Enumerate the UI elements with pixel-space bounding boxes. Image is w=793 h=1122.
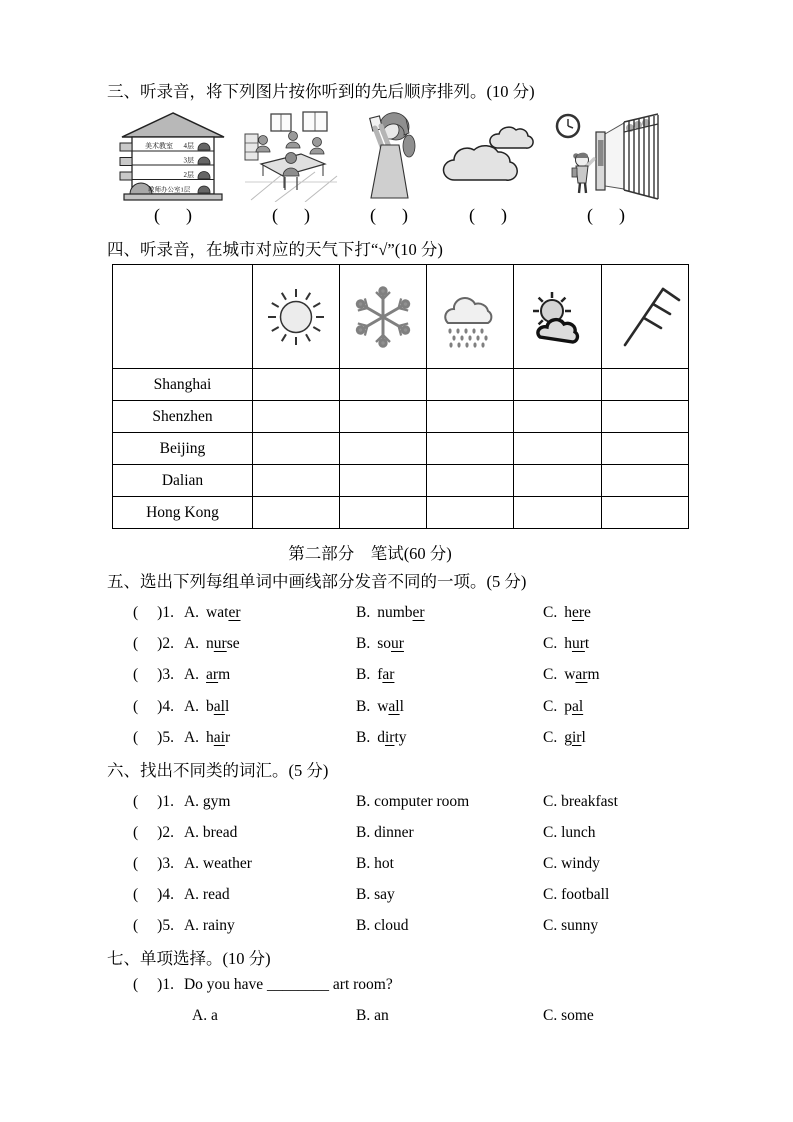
- option-c: C. lunch: [543, 823, 596, 841]
- category-item-5: [133, 911, 708, 942]
- option-word: sour: [377, 635, 404, 653]
- section4-heading: 四、听录音，在城市对应的天气下打“√”(10 分): [107, 240, 443, 259]
- option-b: B. wall: [356, 697, 404, 715]
- option-a: A. water: [183, 603, 241, 621]
- floor4-number: 4层: [183, 142, 194, 150]
- city-label: Hong Kong: [113, 497, 253, 529]
- picture-school-gate: [552, 110, 660, 229]
- section6-items: [133, 786, 708, 942]
- answer-cell[interactable]: [602, 497, 689, 529]
- option-b: B. computer room: [356, 792, 470, 810]
- section6-heading: 六、找出不同类的词汇。(5 分): [107, 761, 329, 780]
- option-word: arm: [206, 666, 231, 684]
- answer-paren[interactable]: ( ): [469, 205, 507, 225]
- option-c: C. windy: [543, 854, 600, 872]
- answer-paren[interactable]: ( ): [154, 205, 192, 225]
- option-c: C. breakfast: [543, 792, 618, 810]
- city-label: Dalian: [113, 465, 253, 497]
- city-label: Shenzhen: [113, 401, 253, 433]
- option-word: wall: [377, 697, 404, 715]
- sound-item-3: [133, 660, 708, 691]
- answer-cell[interactable]: [514, 433, 602, 465]
- clouds-drawing: [439, 110, 537, 202]
- category-item-2: [133, 817, 708, 848]
- option-word: far: [377, 666, 395, 684]
- option-a: A. hair: [183, 729, 231, 747]
- answer-cell[interactable]: [253, 401, 340, 433]
- answer-cell[interactable]: [340, 497, 427, 529]
- answer-paren[interactable]: ( )4.: [133, 697, 174, 715]
- section3-heading: 三、听录音，将下列图片按你听到的先后顺序排列。(10 分): [107, 82, 535, 101]
- weather-snowy-icon: [340, 265, 427, 369]
- picture-clouds: [439, 110, 537, 229]
- option-b: B. sour: [356, 635, 404, 653]
- option-a: A. rainy: [183, 917, 235, 935]
- sound-item-2: [133, 628, 708, 659]
- answer-cell[interactable]: [340, 369, 427, 401]
- answer-cell[interactable]: [253, 433, 340, 465]
- answer-cell[interactable]: [427, 465, 514, 497]
- option-c: C. sunny: [543, 917, 599, 935]
- category-item-4: [133, 880, 708, 911]
- answer-paren[interactable]: ( ): [272, 205, 310, 225]
- option-b: B. cloud: [356, 917, 409, 935]
- option-word: pal: [564, 697, 584, 715]
- school-gate-drawing: [552, 110, 660, 202]
- weather-rainy-icon: [427, 265, 514, 369]
- school-building-drawing: [118, 110, 228, 202]
- answer-paren[interactable]: ( )5.: [133, 917, 174, 935]
- option-b: B. say: [356, 886, 395, 904]
- option-a: A. weather: [183, 854, 252, 872]
- sound-item-1: [133, 597, 708, 628]
- option-b: B. far: [356, 666, 395, 684]
- weather-windy-icon: [602, 265, 689, 369]
- answer-paren[interactable]: ( )4.: [133, 886, 174, 904]
- answer-cell[interactable]: [514, 465, 602, 497]
- option-a: A. read: [183, 886, 230, 904]
- choice-question-1: [133, 976, 393, 994]
- girl-drinking-drawing: [354, 110, 424, 202]
- category-item-3: [133, 848, 708, 879]
- option-b: B. dinner: [356, 823, 414, 841]
- option-a: A. nurse: [183, 635, 240, 653]
- option-b: B. number: [356, 603, 425, 621]
- answer-paren[interactable]: ( )3.: [133, 854, 174, 872]
- answer-cell[interactable]: [253, 465, 340, 497]
- picture-girl-drinking: [354, 110, 424, 229]
- option-word: dirty: [377, 729, 407, 747]
- answer-paren[interactable]: ( )1.: [133, 976, 174, 993]
- answer-paren[interactable]: ( ): [587, 205, 625, 225]
- option-word: girl: [564, 729, 586, 747]
- answer-cell[interactable]: [602, 465, 689, 497]
- answer-paren[interactable]: ( )2.: [133, 823, 174, 841]
- option-word: hurt: [564, 635, 590, 653]
- weather-sunny-icon: [253, 265, 340, 369]
- answer-cell[interactable]: [340, 433, 427, 465]
- answer-cell[interactable]: [602, 433, 689, 465]
- city-label: Beijing: [113, 433, 253, 465]
- option-a: A. ball: [183, 697, 230, 715]
- answer-paren[interactable]: ( )5.: [133, 729, 174, 747]
- option-a: A. arm: [183, 666, 231, 684]
- answer-cell[interactable]: [427, 369, 514, 401]
- answer-cell[interactable]: [253, 369, 340, 401]
- table-corner-cell: [113, 265, 253, 369]
- option-word: water: [206, 603, 241, 621]
- classroom-drawing: [243, 110, 339, 202]
- floor2-number: 2层: [183, 171, 194, 179]
- option-word: warm: [564, 666, 600, 684]
- sound-item-5: [133, 723, 708, 754]
- weather-cloudy-icon: [514, 265, 602, 369]
- section5-items: [133, 597, 708, 754]
- weather-table: [112, 264, 689, 529]
- section7-heading: 七、单项选择。(10 分): [107, 949, 271, 968]
- option-word: ball: [206, 697, 230, 715]
- answer-cell[interactable]: [514, 401, 602, 433]
- option-a: A. gym: [183, 792, 231, 810]
- answer-paren[interactable]: ( )2.: [133, 635, 174, 653]
- answer-cell[interactable]: [340, 465, 427, 497]
- answer-cell[interactable]: [602, 401, 689, 433]
- answer-cell[interactable]: [427, 433, 514, 465]
- option-word: nurse: [206, 635, 240, 653]
- picture-sequence-row: [118, 110, 660, 229]
- answer-cell[interactable]: [514, 369, 602, 401]
- option-word: number: [377, 603, 425, 621]
- option-a: A. bread: [183, 823, 238, 841]
- answer-cell[interactable]: [340, 401, 427, 433]
- answer-paren[interactable]: ( ): [370, 205, 408, 225]
- answer-cell[interactable]: [514, 497, 602, 529]
- sound-item-4: [133, 691, 708, 722]
- choice-question-1-options: [133, 1007, 708, 1025]
- option-b: B. hot: [356, 854, 394, 872]
- option-c: C. some: [543, 1007, 594, 1024]
- question-text: Do you have ________ art room?: [183, 976, 393, 993]
- option-c: C. girl: [543, 729, 586, 747]
- option-c: C. here: [543, 603, 591, 621]
- picture-classroom: [243, 110, 339, 229]
- option-c: C. warm: [543, 666, 600, 684]
- answer-paren[interactable]: ( )3.: [133, 666, 174, 684]
- option-a: A. a: [192, 1007, 218, 1024]
- option-c: C. hurt: [543, 635, 590, 653]
- answer-cell[interactable]: [427, 401, 514, 433]
- floor1-label: 教师办公室1层: [148, 186, 191, 194]
- answer-paren[interactable]: ( )1.: [133, 603, 174, 621]
- picture-art-room-building: [118, 110, 228, 229]
- answer-cell[interactable]: [427, 497, 514, 529]
- option-word: here: [564, 603, 591, 621]
- category-item-1: [133, 786, 708, 817]
- floor4-label: 美术教室: [145, 142, 173, 150]
- section5-heading: 五、选出下列每组单词中画线部分发音不同的一项。(5 分): [107, 572, 527, 591]
- answer-paren[interactable]: ( )1.: [133, 792, 174, 810]
- answer-cell[interactable]: [253, 497, 340, 529]
- floor3-number: 3层: [183, 156, 194, 165]
- part2-title: 第二部分 笔试(60 分): [288, 544, 452, 563]
- answer-cell[interactable]: [602, 369, 689, 401]
- option-c: C. football: [543, 886, 610, 904]
- option-b: B. an: [356, 1007, 389, 1024]
- option-b: B. dirty: [356, 729, 407, 747]
- option-c: C. pal: [543, 697, 584, 715]
- option-word: hair: [206, 729, 231, 747]
- city-label: Shanghai: [113, 369, 253, 401]
